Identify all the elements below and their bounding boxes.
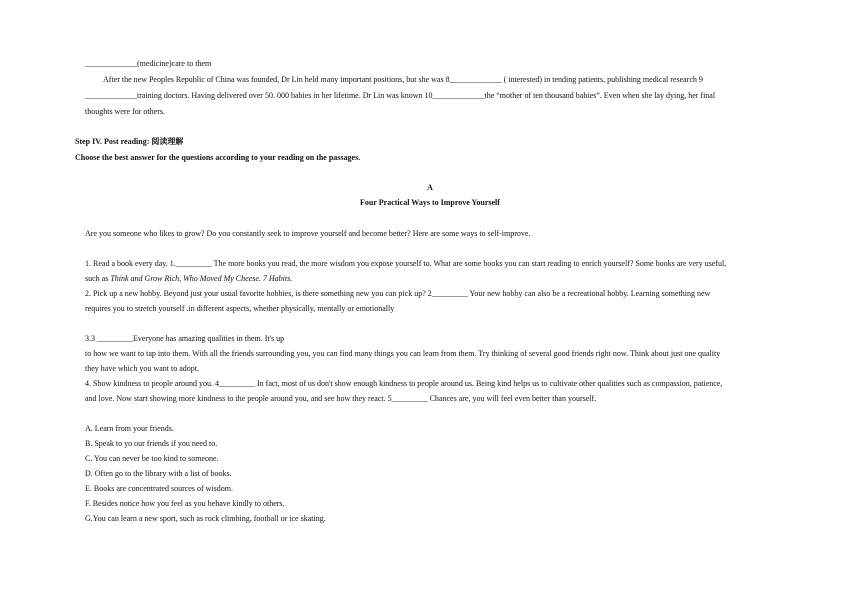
step-heading: Step IV. Post reading: 阅读理解 xyxy=(75,137,184,146)
book-titles: Think and Grow Rich, Who Moved My Cheese. 7 Habits. xyxy=(110,274,293,283)
option-f: F. Besides notice how you feel as you behave kindly to others. xyxy=(85,499,285,508)
passage-letter: A xyxy=(427,183,433,192)
paragraph-3-line-2: to how we want to tap into them. With all the friends surrounding you, you can find many things you can learn from them. Try thinking of several good friends right now. Think about just one quality xyxy=(85,349,721,358)
step-instruction: Choose the best answer for the questions according to your reading on the passages. xyxy=(75,153,361,162)
paragraph-1-line-1: 1. Read a book every day. 1._________ The more books you read, the more wisdom you expose yourself to. What are some books you can start reading to enrich yourself? Some books are very useful, xyxy=(85,259,727,268)
paragraph-3-line-1: 3.3 _________Everyone has amazing qualities in them. It's up xyxy=(85,334,285,343)
option-g: G.You can learn a new sport, such as rock climbing, football or ice skating. xyxy=(85,514,326,523)
passage-title: Four Practical Ways to Improve Yourself xyxy=(360,198,500,207)
paragraph-2-line-2: requires you to stretch yourself .in different aspects, whether physically, mentally or emotionally xyxy=(85,304,395,313)
passage-end-line-1: _____________(medicine)care to them xyxy=(85,59,212,68)
option-a: A. Learn from your friends. xyxy=(85,424,174,433)
passage-end-line-3: _____________training doctors. Having delivered over 50. 000 babies in her lifetime. Dr Lin was known 10_____________the “mother of ten thousand babies”. Even when she lay dying, her final xyxy=(85,91,716,100)
passage-end-line-2: After the new Peoples Republic of China was founded, Dr Lin held many important positions, but she was 8_____________ ( interested) in tending patients, publishing medical research 9 xyxy=(103,75,703,84)
option-b: B. Speak to yo our friends if you need to. xyxy=(85,439,218,448)
paragraph-1-prefix: such as xyxy=(85,274,111,283)
passage-intro: Are you someone who likes to grow? Do you constantly seek to improve yourself and become better? Here are some ways to self-improve. xyxy=(85,229,531,238)
paragraph-2-line-1: 2. Pick up a new hobby. Beyond just your usual favorite hobbies, is there something new you can pick up? 2_________ Your new hobby can also be a recreational hobby. Learning something new xyxy=(85,289,711,298)
option-c: C. You can never be too kind to someone. xyxy=(85,454,219,463)
option-e: E. Books are concentrated sources of wisdom. xyxy=(85,484,233,493)
paragraph-1-line-2 xyxy=(85,274,292,284)
paragraph-4-line-2: and love. Now start showing more kindness to the people around you, and see how they react. 5_________ Chances are, you will feel even better than yourself. xyxy=(85,394,597,403)
option-d: D. Often go to the library with a list of books. xyxy=(85,469,232,478)
passage-end-line-4: thoughts were for others. xyxy=(85,107,165,116)
paragraph-4-line-1: 4. Show kindness to people around you. 4_________ In fact, most of us don't show enough kindness to people around us. Being kind helps us to cultivate other qualities such as compassion, patience, xyxy=(85,379,723,388)
paragraph-3-line-3: they have which you want to adopt. xyxy=(85,364,199,373)
